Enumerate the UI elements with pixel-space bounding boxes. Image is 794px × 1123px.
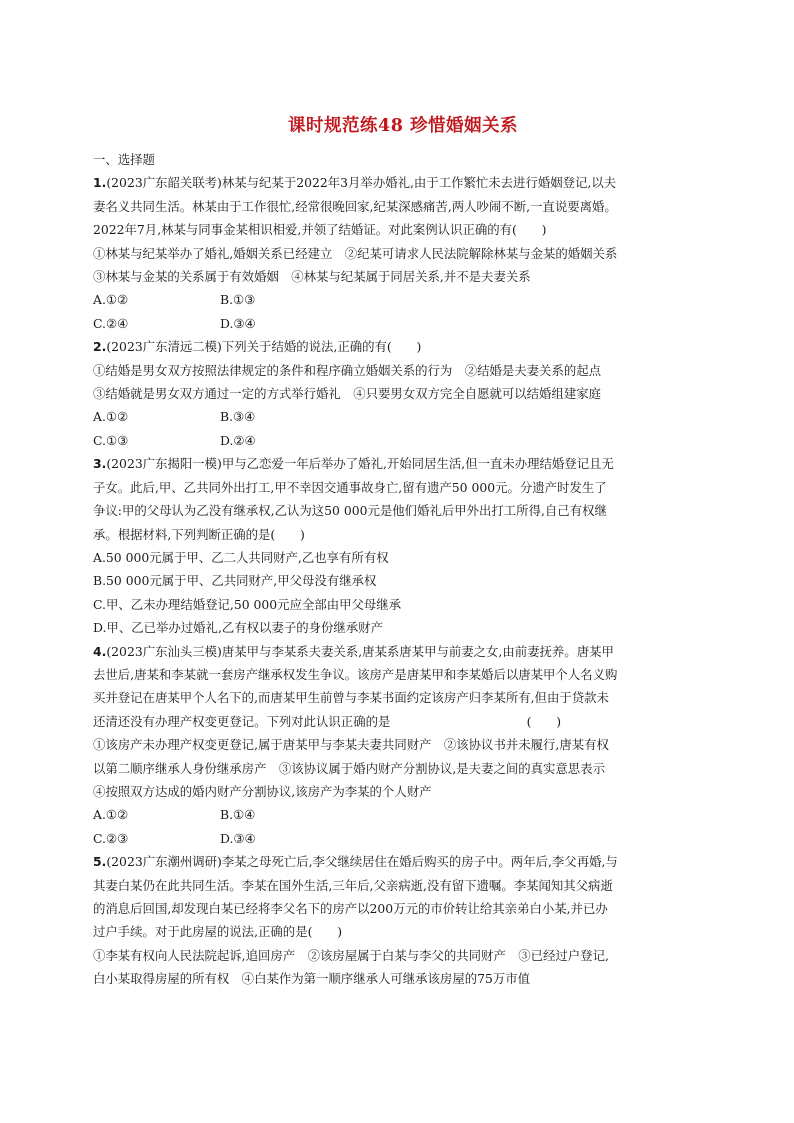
statement-line: ①结婚是男女双方按照法律规定的条件和程序确立婚姻关系的行为 ②结婚是夫妻关系的起点 <box>93 362 602 378</box>
statement-line: ③林某与金某的关系属于有效婚姻 ④林某与纪某属于同居关系,并不是夫妻关系 <box>93 269 531 285</box>
question-text-line: 争议:甲的父母认为乙没有继承权,乙认为这50 000元是他们婚礼后甲外出打工所得,自己有权继 <box>93 503 607 519</box>
statement-line: 白小某取得房屋的所有权 ④白某作为第一顺序继承人可继承该房屋的75万市值 <box>93 971 531 987</box>
question-text-line <box>93 640 713 663</box>
question-text-line: 买并登记在唐某甲个人名下的,而唐某甲生前曾与李某书面约定该房产归李某所有,但由于贷款未 <box>93 690 609 706</box>
question-text-line <box>93 335 713 358</box>
question-number: 4. <box>93 643 107 659</box>
statement-line: ③结婚就是男女双方通过一定的方式举行婚礼 ④只要男女双方完全自愿就可以结婚组建家庭 <box>93 386 602 402</box>
statement-line: ①李某有权向人民法院起诉,追回房产 ②该房屋属于白某与李父的共同财产 ③已经过户登记, <box>93 947 609 963</box>
answer-option[interactable]: C.②④ <box>93 315 129 331</box>
question-text-line: 去世后,唐某和李某就一套房产继承权发生争议。该房产是唐某甲和李某婚后以唐某甲个人名义购 <box>93 666 618 682</box>
answer-option[interactable]: C.②③ <box>93 830 129 846</box>
question-text-line <box>93 171 713 194</box>
answer-options-row <box>93 312 713 335</box>
question-text-line: 的消息后回国,却发现白某已经将李父名下的房产以200万元的市价转让给其亲弟白小某,并已办 <box>93 901 608 916</box>
statement-line: B.50 000元属于甲、乙共同财产,甲父母没有继承权 <box>93 573 377 589</box>
answer-option[interactable]: B.③④ <box>220 409 256 425</box>
question-stem: (2023广东韶关联考)林某与纪某于2022年3月举办婚礼,由于工作繁忙未去进行婚姻登记,以夫 <box>106 175 617 191</box>
answer-option[interactable]: B.①④ <box>220 807 256 823</box>
question-number: 5. <box>93 854 107 870</box>
answer-option[interactable]: A.①② <box>93 807 129 823</box>
statement-line: ①该房产未办理产权变更登记,属于唐某甲与李某夫妻共同财产 ②该协议书并未履行,唐某有权 <box>93 737 609 753</box>
answer-option[interactable]: D.②④ <box>220 432 256 448</box>
answer-options-row <box>93 429 713 452</box>
answer-option[interactable]: D.③④ <box>220 830 256 846</box>
answer-option[interactable]: A.①② <box>93 409 129 425</box>
question-text-line: 过户手续。对于此房屋的说法,正确的是( ) <box>93 924 343 940</box>
answer-options-row <box>93 803 713 826</box>
question-stem: (2023广东潮州调研)李某之母死亡后,李父继续居住在婚后购买的房子中。两年后,李父再婚,与 <box>106 854 618 870</box>
answer-options-row <box>93 288 713 311</box>
document-content <box>93 148 713 991</box>
statement-line: C.甲、乙未办理结婚登记,50 000元应全部由甲父母继承 <box>93 596 402 612</box>
statement-line: ④按照双方达成的婚内财产分割协议,该房产为李某的个人财产 <box>93 783 432 799</box>
question-text-line: 妻名义共同生活。林某由于工作很忙,经常很晚回家,纪某深感痛苦,两人吵闹不断,一直说要离婚。 <box>93 198 617 214</box>
answer-options-row <box>93 827 713 850</box>
section-heading: 一、选择题 <box>93 152 155 167</box>
question-stem: (2023广东揭阳一模)甲与乙恋爱一年后举办了婚礼,开始同居生活,但一直未办理结婚登记且无 <box>106 456 614 472</box>
question-stem: (2023广东清远二模)下列关于结婚的说法,正确的有( ) <box>106 339 422 355</box>
question-number: 3. <box>93 456 107 472</box>
answer-option[interactable]: C.①③ <box>93 432 129 448</box>
statement-line: A.50 000元属于甲、乙二人共同财产,乙也享有所有权 <box>93 549 389 565</box>
question-number: 2. <box>93 339 107 355</box>
question-text-line: 其妻白某仍在此共同生活。李某在国外生活,三年后,父亲病逝,没有留下遗嘱。李某闻知其父病逝 <box>93 877 613 893</box>
question-text-line <box>93 452 713 475</box>
statement-line: 以第二顺序继承人身份继承房产 ③该协议属于婚内财产分割协议,是夫妻之间的真实意思表示 <box>93 760 605 776</box>
question-text-line: 还清还没有办理产权变更登记。下列对此认识正确的是 ( ) <box>93 713 562 729</box>
question-stem: (2023广东汕头三模)唐某甲与李某系夫妻关系,唐某系唐某甲与前妻之女,由前妻抚养。唐某甲 <box>106 643 614 659</box>
answer-option[interactable]: D.③④ <box>220 315 256 331</box>
statement-line: ①林某与纪某举办了婚礼,婚姻关系已经建立 ②纪某可请求人民法院解除林某与金某的婚姻关系 <box>93 245 618 261</box>
question-number: 1. <box>93 175 107 191</box>
answer-options-row <box>93 405 713 428</box>
question-text-line: 2022年7月,林某与同事金某相识相爱,并领了结婚证。对此案例认识正确的有( ) <box>93 222 547 238</box>
question-text-line: 承。根据材料,下列判断正确的是( ) <box>93 526 305 542</box>
answer-option[interactable]: B.①③ <box>220 292 256 308</box>
page-title: 课时规范练48 珍惜婚姻关系 <box>288 116 518 136</box>
statement-line: D.甲、乙已举办过婚礼,乙有权以妻子的身份继承财产 <box>93 620 383 636</box>
question-text-line <box>93 850 713 873</box>
answer-option[interactable]: A.①② <box>93 292 129 308</box>
question-text-line: 子女。此后,甲、乙共同外出打工,甲不幸因交通事故身亡,留有遗产50 000元。分遗产时发生了 <box>93 479 607 495</box>
